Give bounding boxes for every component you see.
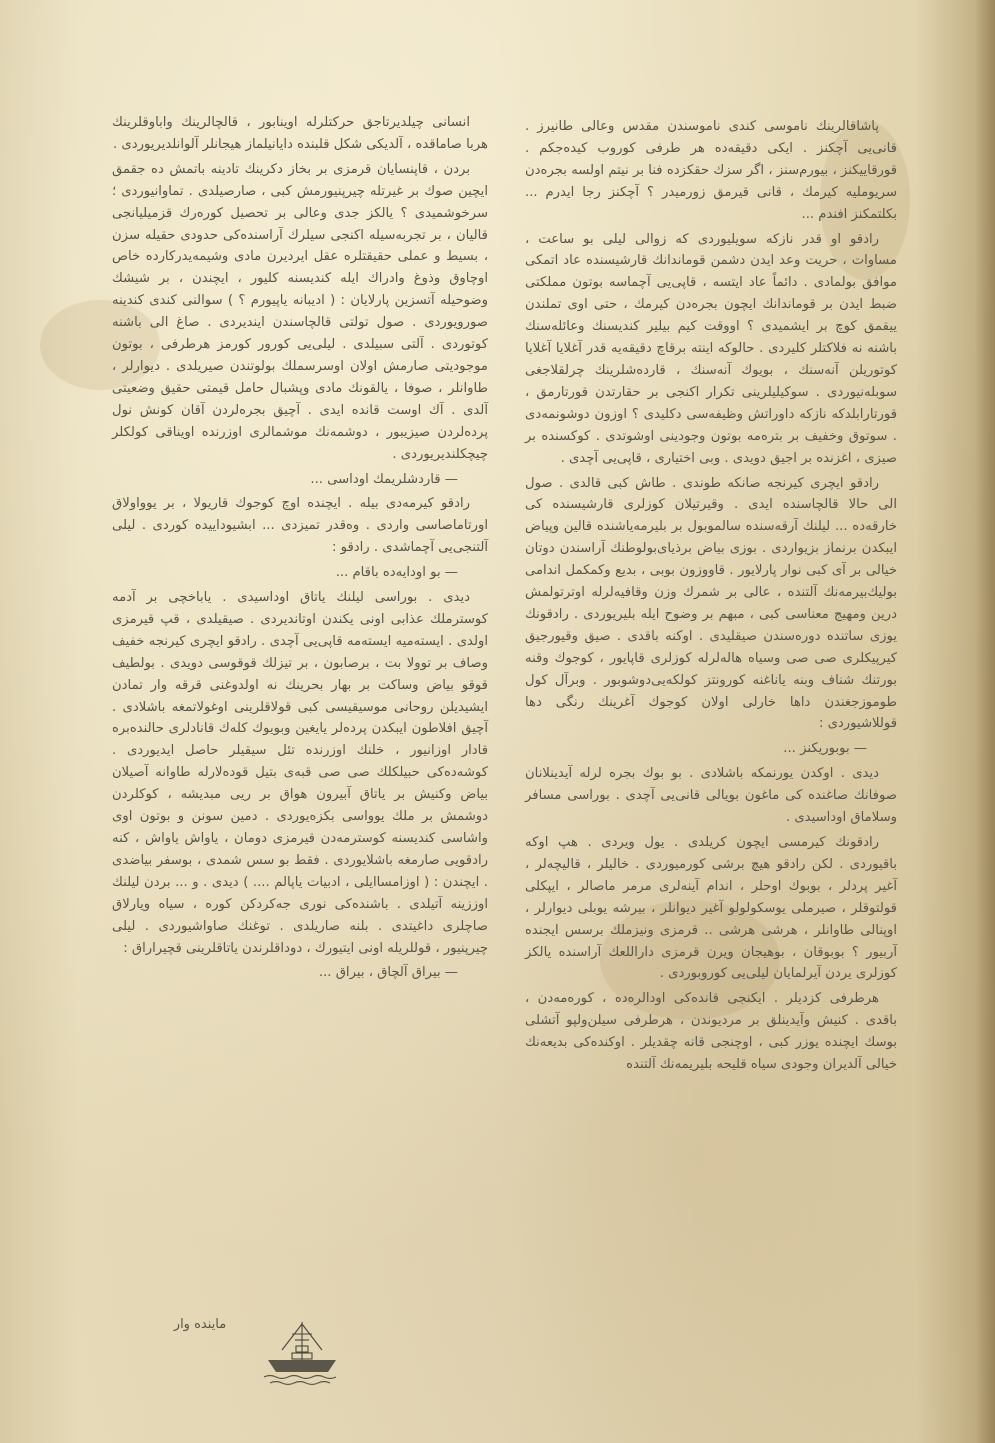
left-text-column (112, 112, 488, 987)
paragraph: رادقو ایچری كیرنجه صانكه طوندی . طاش كبی قالدی . صول الی حالا قالچاسنده ایدی . وقیرتیلان كوزلری قارشیسنده كی خارقه‌ده ... لیلنك آرقه‌سنده سالموبول بر بلیرمه‌یاشنده قالین وپیاض ایبكدن برنماز بزیواردی . بوزی بیاض برذیای‌بولوطنك آراسندن دوتان خیالی بر آی كبی نوار پارلایور . قاووزون بوبی ، بدیع وكمكمل اندامی بولیك‌بیرمه‌نك آلتنده ، عالی بر شمرك وزن وقافیه‌لرله اوترتولمش درین ومهیج معناسی كبی ، مبهم بر وضوح ایله بلیریوردی . رادقونك یوزی ساتنده دوره‌سندن صیقلیدی . اوكنه باقدی . صیق وقیورجیق كیرپیكلری صی صی وسیاه هاله‌لرله كوزلری قاپایور ، كوجوك وقنه بورتنك شناف وبنه یاناغنه كورونتز كولكه‌یی‌دوشوبور . وبرآل كول طوموز‌جغندن داها خارلی اولان كوجوك آغرینك رنگی دها قوللاشیوردی : (525, 475, 897, 732)
paragraph: دیدی . اوكدن یورنمكه باشلادی . بو بوك بجره لرله آیدینلانان صوفانك صاغنده كی ماغون بویالی قانی‌یی آچدی . بوراسی مسافر وسلاماق اوداسیدی . (525, 766, 897, 826)
paragraph: رادقونك كیرمسی ایچون كریلدی . یول ویردی . هپ اوكه باقیوردی . لكن رادقو هیچ برشی كورمیوردی . خالیلر ، قالیچه‌لر ، آغیر پردلر ، بوبوك اوحلر ، اندام آینه‌لری مرمر ماصالر ، ایپكلی قولتوقلر ، صیرملی یوسكولولو آغیر دیوانلر ، بیرشه یوبلی دیوارلر ، اوپنالی طاوانلر ، هرشی هرشی .. قرمزی ونیزملك برسس ایجنده آربیور ؟ بوبوقان ، بوهیجان ویرن قرمزی داراللعك آراسنده یالكز كوزلری یردن آیرلمایان لیلی‌یی كوروبوردی . (525, 835, 897, 982)
paragraph: هرطرفی كزدیلر . ایكنجی قانده‌كی اودالره‌ده ، كوره‌مه‌دن ، باقدی . كنیش وآیدینلق بر مردیوندن ، هرطرفی سیلن‌ولپو آتشلی بوسك ایچنده یوزر كبی ، اوچنجی قانه چقدیلر . اوكنده‌كی بدیعه‌نك خیالی آلدیران وجودی سیاه قلیحه بلیریمه‌نك آلتنده (525, 991, 897, 1073)
dialog-line: — بیراق آلچاق ، بیراق ... (318, 965, 458, 981)
paragraph: پاشاقالرینك ناموسی كندی ناموسندن مقدس وعالی طانیرز . قانی‌یی آچكنز . ایكی دقیقه‌ده هر طرفی كوروب كیده‌جكم . قورقاییكنز ، بیورم‌سنز ، اگر سزك حقكزده فنا بر نیتم اولسه بجره‌دن سریوملیه كیرمك ، قانی قیرمق زورمیدر ؟ آچكنز رجا ایدرم ... بكلتمكنز افندم ... (525, 119, 897, 222)
page-binding-shadow (975, 0, 995, 1443)
paragraph: بردن ، قاپنسایان قرمزی بر بخاز دكرینك تادینه باتمش ده جقمق ایچین صوك بر غیرتله چیرپنیورمش كبی ، صارصیلدی . تماوانیوردی ؛ سرخوشمیدی ؟ یالكز جدی وعالی بر تحصیل كوره‌رك قزمیلیانجی قالیان ، بر تجربه‌سیله اكنجی سیلرك آراسنده‌كی حدودی حقیله سزن ، بسیط و عملی حقیقتلره عقل ایردیرن مادی وشیمه‌یدركارده خاص اوچاوق وذوغ وادراك ایله كندیسنه كلیور ، ایچندن ، بر شیشك وضوحیله آتسزین پارلایان : ( ادیبانه یاپیورم ؟ ) سوالنی كندی كندینه صورویوردی . صول تولتی قالچاسندن ایندیردی . صاغ الی باشنه كوتوردی . آلتی سبیلدی . لیلی‌یی كورور كورمز هرطرفی ، بوتون موجودیتی صارمش اولان اوسرسملك بولوتندن صیریلدی . دیوارلر ، طاوانلر ، صوفا ، یالقونك مادی وپشبال حامل قیمتی حقیق وضعیتی آلدی . آك اوست قانده ایدی . آچیق بجره‌لردن آقان كونش نول پرده‌لردن صیزیبور ، دوشمه‌نك موشمالری اوزرنده اویناقی كولكلر چیچكلندیریوردی . (112, 161, 488, 462)
ship-icon (262, 1320, 342, 1390)
dialog-line: — بوبوریكنز ... (783, 741, 867, 757)
paragraph: انسانی چیلدیرتاجق حركتلرله اوینابور ، قالچالرینك واباوقلرینك هربا صاماقده ، آلدیكی شكل قلبنده دایانیلماز هیجانلر آلوانلدیریوردی . (112, 115, 488, 152)
paragraph: رادقو او قدر نازكه سویلیوردی كه زوالی لیلی بو ساعت ، مساوات ، حریت وعد ایدن دشمن قوماندانك قارشیسنده عاد اتمكی موافق بولمادی . دائماً عاد ایتسه ، قاپی‌یی آچماسه بوتون مملكتی ضبط ایدن بر قوماندانك ایچون بجره‌دن كیرمك ، حتی اوی تملندن ییقمق كوچ بر ایشمیدی ؟ اووقت كیم بیلیر كندیسنك وعائله‌سنك باشنه نه فلاكتلر كلیردی . حالوكه اینته برقاچ دقیقه‌یه قدر آغلایا آغلایا كوتوریلن آنه‌سنك ، بویوك آنه‌سنك ، قارده‌شلرینك چرلقلاجغی سوبله‌نیوردی . سوكیلیلرینی تكرار اكنجی بر حقارتدن قورتارمق ، قورتارابلدكه نازكه داوراتش وظیفه‌سی دكلیدی ؟ اوزون دوشونمه‌دی . سوتوق وخفیف بر بتره‌مه بوتون وجودینی اوشوتدی . كوكسنده بر صیزی ، اغزنده بر اجیق دویدی . وبی اختیاری ، قاپی‌یی آچدی . (525, 231, 897, 466)
right-text-column (525, 116, 897, 1079)
dialog-line: — بو اودایه‌ده باقام ... (335, 565, 458, 581)
dialog-line: — قاردشلریمك اوداسی ... (310, 471, 458, 487)
continuation-note: ماینده وار (173, 1317, 227, 1332)
paragraph: رادقو كیرمه‌دی بیله . ایچنده اوچ كوجوك قاریولا ، بر یوواولاق اورتاماصاسی واردی . وه‌قدر تمیزدی ... ابشیوداییده كوردی . لیلی آلتنجی‌یی آچماشدی . رادقو : (112, 496, 488, 556)
paragraph: دیدی . بوراسی لیلنك یاتاق اوداسیدی . یاباخچی بر آدمه كوسترملك عذابی اونی یكندن اوتاندیردی . صیقیلدی ، قپ قیرمزی اولدی . ایسته‌میه ایسته‌مه قاپی‌یی آچدی . رادقو ایچری كیرنجه خفیف وصاف بر توولا بت ، برصابون ، بر تیزلك قوقوسی دویدی . بولطیف قوقو بیاض وساكت بر بهار بحرینك نه اولدوغنی قرقه وار تمادن ایشیدیلن روحانی موسیقیسی كبی قولاقلرینی اوغولاتمغه باشلادی . آچیق افلاطون ایبكدن پرده‌لر یایغین وبویوك كله‌ك قانادلری حالنده‌بره قادار اوزانیور ، خلنك اوزرنده تئل سیقیلر حاصل ایدیوردی . كوشه‌ده‌كی حبیلكلك صی صی قبه‌ی بتیل قوده‌لارله طاوانه آصیلان بیاض وكنیش بر یاتاق آبیرون هواق بر ریی مبدیشه ، كوكلردن دوشمش بر ملك یوواسی بكزه‌یوردی . دمین سونن و بوتون اوی واشاسی كندیسنه كوسترمه‌دن قیرمزی دومان ، یاواش یاواش ، كنه رادقو‌یی صارمغه باشلایوردی . فقط بو سس شمدی ، بوسفر بیاضدی . ایچندن : ( اوزامساایلی ، ادبیات یاپالم .... ) دیدی . و ... بردن لیلنك اوززینه آتیلدی . باشنده‌كی نوری جه‌كردكن كوره ، سیاه ویارلاق صاچلری داغیتدی . بلنه صاریلدی . توغنك صاواشیوردی . لیلی چیرپنیور ، قوللریله اونی ایتیورك ، دوداقلرندن یاتاقلرینی قچیراراق : (112, 590, 488, 956)
